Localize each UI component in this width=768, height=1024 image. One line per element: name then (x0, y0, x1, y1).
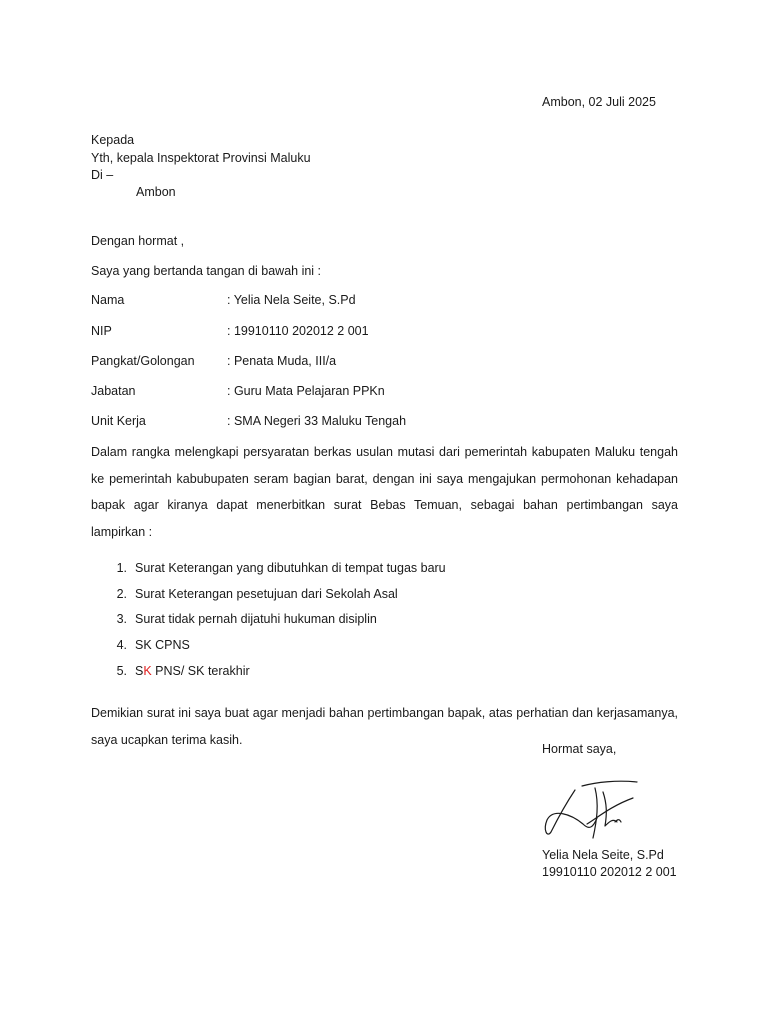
intro-line: Saya yang bertanda tangan di bawah ini : (91, 264, 322, 278)
recipient-line-4: Ambon (136, 185, 176, 199)
signature-stroke (615, 820, 621, 822)
field-value: : Penata Muda, III/a (227, 354, 337, 368)
signer-name: Yelia Nela Seite, S.Pd (542, 848, 664, 862)
list-text: Surat Keterangan yang dibutuhkan di tempat tugas baru (135, 561, 446, 575)
field-value: : Yelia Nela Seite, S.Pd (227, 293, 356, 307)
signature-stroke (593, 788, 597, 838)
field-value: : 19910110 202012 2 001 (227, 324, 369, 338)
field-label: Jabatan (91, 384, 136, 398)
list-text (135, 664, 250, 678)
signature-stroke (545, 790, 597, 834)
list-text: Surat tidak pernah dijatuhi hukuman disiplin (135, 612, 377, 627)
field-label: Nama (91, 293, 125, 307)
field-value: : Guru Mata Pelajaran PPKn (227, 384, 385, 398)
body-paragraph: Dalam rangka melengkapi persyaratan berkas usulan mutasi dari pemerintah kabupaten Maluku tengah ke pemerintah kabubupaten seram bagian barat, dengan ini saya mengajukan permohonan kehadapan bapak agar kiranya dapat menerbitkan surat Bebas Temuan, sebagai bahan pertimbangan saya lampirkan : (91, 445, 678, 539)
field-value: : SMA Negeri 33 Maluku Tengah (227, 414, 407, 428)
place-date: Ambon, 02 Juli 2025 (542, 95, 656, 109)
field-row-nip (0, 324, 768, 342)
list-text: Surat Keterangan pesetujuan dari Sekolah Asal (135, 586, 398, 601)
field-label: NIP (91, 324, 112, 338)
list-text: SK CPNS (135, 638, 190, 653)
recipient-line-3: Di – (91, 168, 114, 182)
signature-icon (537, 778, 647, 848)
list-number: 4. (116, 638, 127, 653)
list-text-highlight: K (143, 663, 152, 678)
signature-stroke (587, 798, 633, 824)
signature-stroke (582, 781, 637, 786)
field-row-unit-kerja (0, 414, 768, 432)
signer-nip: 19910110 202012 2 001 (542, 865, 677, 879)
recipient-line-2: Yth, kepala Inspektorat Provinsi Maluku (91, 151, 311, 165)
field-label: Pangkat/Golongan (91, 354, 195, 368)
field-row-pangkat (0, 354, 768, 372)
list-number: 5. (116, 663, 127, 678)
field-row-nama (0, 293, 768, 311)
closing-paragraph: Demikian surat ini saya buat agar menjadi bahan pertimbangan bapak, atas perhatian dan kerjasamanya, saya ucapkan terima kasih. (91, 706, 678, 747)
list-number: 2. (116, 586, 127, 601)
list-text-part: PNS/ SK terakhir (151, 663, 250, 678)
list-number: 1. (116, 561, 127, 575)
signoff: Hormat saya, (542, 742, 617, 756)
greeting: Dengan hormat , (91, 234, 185, 248)
list-text-part: S (135, 663, 144, 678)
list-number: 3. (116, 612, 127, 627)
recipient-line-1: Kepada (91, 133, 135, 147)
field-row-jabatan (0, 384, 768, 402)
field-label: Unit Kerja (91, 414, 146, 428)
